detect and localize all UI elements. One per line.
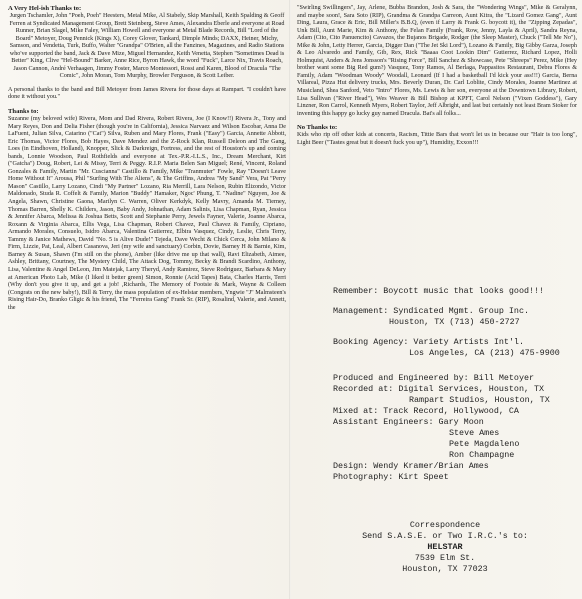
correspondence-city: Houston, TX 77023	[402, 564, 488, 574]
assistant-engineers-line: Assistant Engineers: Gary Moon	[333, 417, 484, 427]
thanks-to-list-continued: "Swirling Swillingers", Jay, Arlene, Bubba Brandon, Josh & Sara, the "Wondering Wings", Mike & Geralynn, and maybe soon!, Sara Soto (RIP), Grandma & Grandpa Carreon, Aunt Kitra, the "Lizard Gomez Gang", Aunt Ding, Laura, Grace & Eric, Bill Miller's B.B.Q, (even if Larry & Frank G. boycott it), the "Zipping Zepadas", Unk Bill, Aunt Marie, Kim & Anthony, the Felan Family (Frank, Row, Jenny, Layla & April), Sandra Reyna, Adam (Cito, Cito Panuencito) Cavazos, the Bujanos Brigade, Rodger (the Sleep Master), Chuck ("Tell Me No"), Mike & John, Letty Herrer, Garcia, Digger Dan ("The Jet Ski Lord"), Lozano & Family, Big Gibby Garza, Joseph & Leo Alvaredo and Family, Gib, Rex, Rick "Baaaa Coot Lookin Dim" Gutierrez, Richard Lopez, Holli Holmquist, Anders & Jens Jonsson's "Rising Force", Bill Sanchez & Showcase, Pete "Shreeps" Perez, Mike (Hey brother want some Big Red gum?) Vasquez, Tony Ramos, Al Berlaga, Pappasitos Restaurant, Debra Flores & Family, Adam "Woodman Woody" Woodall, Leonard (If I had a basketball I'd kick your ass!!!) Garcia, Berna Villareal, Pizza Hut delivery trucks, Mrs. Beverly Duran, Dr. Carl Loblite, Cindy Morales, Joanne Martinez at Musicland, Shea Sanford, Veto "Intro" Flores, Ms. Lewis & her son, everyone at the Downtown Library, Robert, Lisa Sullivan ("River Head"), Wes Weaver & Bill Bishop at KPFT, Carol Nelson ("Vixen Goddess"), Gary Linzner, Ron Carrol, Kenneth Myers, Robert Taylor, Jeff Albright, and last but certainly not least Bram Stoker for inventing this happy go lucky guy named Dracula. Bat's all folks...	[297, 5, 577, 117]
assistant-engineer-4: Ron Champagne	[449, 450, 515, 460]
booking-phone: Los Angeles, CA (213) 475-9900	[409, 348, 560, 358]
correspondence-street: 7539 Elm St.	[414, 553, 476, 563]
left-column	[8, 5, 286, 312]
design-line: Design: Wendy Kramer/Brian Ames	[333, 461, 489, 471]
assistant-engineer-2: Steve Ames	[449, 428, 500, 438]
personal-thanks: A personal thanks to the band and Bill Metoyer from James Rivera for those days at Rampart. "I couldn't have done it without you."	[8, 86, 286, 101]
produced-line: Produced and Engineered by: Bill Metoyer	[333, 373, 535, 383]
boycott-line: Remember: Boycott music that looks good!!!	[333, 286, 545, 296]
page-fold	[289, 0, 291, 599]
assistant-engineer-3: Pete Magdaleno	[449, 439, 520, 449]
correspondence-name: HELSTAR	[427, 542, 463, 552]
recorded-line-2: Rampart Studios, Houston, TX	[409, 395, 550, 405]
recorded-line: Recorded at: Digital Services, Houston, TX	[333, 384, 545, 394]
photography-line: Photography: Kirt Speet	[333, 472, 449, 482]
correspondence-send: Send S.A.S.E. or Two I.R.C.'s to:	[362, 531, 528, 541]
thanks-list: Jurgen Tschamler, John "Poeh, Poeh" Heesters, Metal Mike, Al Stabely, Skip Marshall, Keith Spalding & Geoff Ferren at Syndicated Management Group, Brett Steinberg, Steve Ames, Alexandra Eberle and everyone at Road Runner, Brian Slagel, Mike Faley, William Howell and everyone at Metal Blade Records, Bill "Lord of the Board" Metoyer, Doug Pennick (Kings X), Corey Glover, Tankard, Dimple Minds; DAXX, Heiner, Michy, Samson, and Vendetta, Turk, Buffo, Walter "Grandpa" O'Brien, all the Fanzines, Magazines, and Radio Stations who've supported the band, Jack & Dave Mize, Miguel Hernandez, Keith Venetta, Stephen "Sometimes Dead is Better" King, Clive "Hel-Bound" Barker, Anne Rice, Byron Hawk, the word "Fuck", Larce Nix, Travis Roach, Jason Cannon, André Verhaagen, Jimmy Foster, Marco Montessori, Rossi and Karen, Blood of Dracula "The Comic", John Moran, Tom Murphy, Browler Ferguson, & Scott Leiber.	[9, 13, 285, 80]
management-phone: Houston, TX (713) 450-2727	[389, 317, 520, 327]
thanks-to-heading: Thanks to:	[8, 108, 39, 116]
right-column	[297, 5, 577, 147]
thanks-to-list: Suzanne (my beloved wife) Rivera, Mom and Dad Rivera, Robert Rivera, Joe (I Know!!) Rivera Jr., Tony and Mary Reyes, Don and Delia Fisher (though you're in California), Jessica Narvaez and Wilson Escobar, Anna De LaFuent, Julian Silva, Catarino ("Cat") Silva, Ruben and Mary Flores, Frank ("Easy") Garcia, Annette Abbott, Eric Thomas, Victor Flores, Bob Hayes, Dave Mendez and the Z-Rock Klan, Russell Deleon and The Gang, Loes (in Eindhoven, Holland), Knopper, Slick & Darkreign, Fortress, and the rest of Houston's up and coming bands, Lonnie Woodson, Paul Rothfields and everyone at Tex.-P.R.-I.L.S., Inc., Dream Merchant, Kirt ("Gatcha") Doug, Robert, Lei & Missy, Terri & Peggy. R.I.P. Maria Belen San Miguel; René, Vincent, Roland Gonzales & Family, Martin "Mr. Cuscianna" Castillo & Family, Mike "Tranmuter" Fowle, Ray "Doesn't Leave Home Without It" Arousa, Phil "Surfing With The Aliens", & The Griffins, Andrea "My Sand" Vera, Pat "Perry Mason" Castillo, Larry Lozano, Cindi "My Partner" Lozano, Ria Merrill, Lara Nelson, Rubin Elizondo, Victor Maldonado, Studa R. Coffelt & Family, Marion "Buddy" Hamaker, Ngoc' Phung, T. "Nadine" Nguyen, Joe & Angela, Shawn, Christine Gaona, Marilyn C. Warren, Oliver Kerkdyk, Kelly Mavry, Amanda M. Tierney, Thomas Barren, Shelly K. Childers, Jason, Baby Andy, Johnathan, Adam Salinis, Lisa Chapman, Ryan, Jessica & Jennifer Abarca, Melissa & Joshua Betts, Scott and Stephanie Perry, Jewels Fayner, Valerie, Joanne Abarca, Roxann & Virginia Abarca, Ellis Vega, Lisa Chapman, Robert Chavez, Paul Chavez & Family, Cipriano, Armando Morales, Consuelo, Isidro Abarca, Valentina Gutierrez, Elbira Vasquez, Cindy, Leslie, Chris Terry, Tammy & Janice Mathews, David "No. 5 is Alive Dude!" Tejeda, Dave Wecht & Chick Cerca, John Milano & Firm, Lizzie, Pat, Leal, Albert Casanova, Jeri (my wife and sanctuary) Corbin, Dovie, Barney H & Barnie, Kim, Barney & Susan, Shawn (I'm still on the phone), Amber (like drive me up that wall), Ravi Elizabeth, Aimee, Ashley, Brittany, Courtney, The Mystery Child, The Attack Dog, Tommy, Becky & Brandi Scardino, Anthony, Lisa, Valentine & Angel DeLeon, Jim Matejak, Larry Theryd, Andy Ramirez, Steve Rodriguez, Barbara & Mary at American Photo Lab, Mike (I liked it better green) Simon, Ronnie (Acid Tapes) Bata, Charles Harris, Terri (Why don't you give it up, and get a job! ,Richards, The Memory of Footsie & Mark, Wayne & Colleen (Congrats on the new baby!), Bill & Terry, the mass population of ex-Helstar members, Yngwie "J" Malmsteen's Rising Hair-Do, Branko Gligic & his friend, The "Ferreira Gang" Frank Sr. (RIP), Rosalind, Valerie, and Annett, the	[8, 116, 286, 311]
no-thanks-heading: No Thanks to:	[297, 124, 338, 132]
correspondence-heading: Correspondence	[409, 520, 481, 530]
mixed-line: Mixed at: Track Record, Hollywood, CA	[333, 406, 519, 416]
thanks-heading: A Very Hel-ish Thanks to:	[8, 5, 82, 12]
no-thanks-list: Kids who rip off other kids at concerts, Racism, Tittie Bars that won't let us in because our "Hair is too long", Light Beer ("Tastes great but it doesn't fuck you up"), Humidity, Exxon!!!	[297, 132, 577, 146]
credits-section	[333, 286, 573, 483]
booking-line: Booking Agency: Variety Artists Int'l.	[333, 337, 524, 347]
correspondence-block	[330, 520, 560, 575]
management-line: Management: Syndicated Mgmt. Group Inc.	[333, 306, 530, 316]
